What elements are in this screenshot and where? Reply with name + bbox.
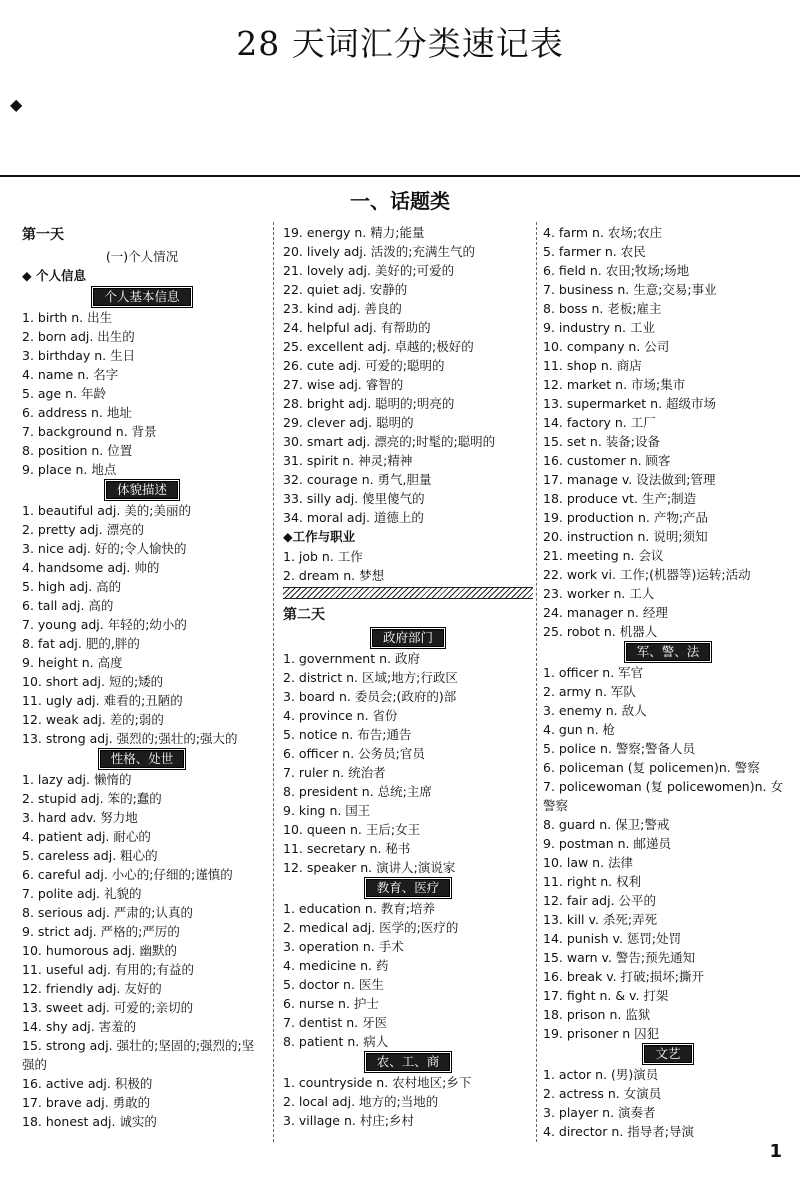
vocab-entry: 3. nice adj. 好的;令人愉快的 (22, 541, 187, 556)
vocab-entry: 7. dentist n. 牙医 (283, 1015, 388, 1030)
category-label: 军、警、法 (626, 643, 711, 661)
vocab-entry: 4. patient adj. 耐心的 (22, 829, 151, 844)
vocab-entry: 4. gun n. 枪 (543, 722, 616, 737)
vocab-entry: 7. business n. 生意;交易;事业 (543, 282, 717, 297)
vocab-entry: 5. police n. 警察;警备人员 (543, 741, 696, 756)
vocab-entry: 4. farm n. 农场;农庄 (543, 225, 663, 240)
vocab-entry: 11. right n. 权利 (543, 874, 642, 889)
vocab-entry: 18. produce vt. 生产;制造 (543, 491, 697, 506)
vocab-entry: 14. factory n. 工厂 (543, 415, 656, 430)
vocab-entry: 31. spirit n. 神灵;精神 (283, 453, 413, 468)
category-label-wrap (283, 877, 533, 899)
vocab-entry: 3. operation n. 手术 (283, 939, 404, 954)
vocab-entry: 16. customer n. 顾客 (543, 453, 671, 468)
vocab-entry: 3. birthday n. 生日 (22, 348, 136, 363)
vocab-entry: 5. age n. 年龄 (22, 386, 107, 401)
vocab-entry: 11. secretary n. 秘书 (283, 841, 411, 856)
vocab-column-1 (22, 223, 262, 1131)
category-label-wrap (283, 627, 533, 649)
vocab-entry: 7. background n. 背景 (22, 424, 157, 439)
category-label-wrap (543, 1043, 793, 1065)
vocab-entry: 3. village n. 村庄;乡村 (283, 1113, 415, 1128)
vocab-entry: 5. doctor n. 医生 (283, 977, 384, 992)
category-label: 性格、处世 (100, 750, 185, 768)
vocab-entry: 12. market n. 市场;集市 (543, 377, 686, 392)
category-label-wrap (22, 479, 262, 501)
vocab-entry: 23. kind adj. 善良的 (283, 301, 402, 316)
category-label: 农、工、商 (366, 1053, 451, 1071)
vocab-entry: 16. active adj. 积极的 (22, 1076, 153, 1091)
vocab-entry: 11. ugly adj. 难看的;丑陋的 (22, 693, 183, 708)
group-heading: ◆工作与职业 (283, 529, 356, 544)
vocab-entry: 17. fight n. & v. 打架 (543, 988, 669, 1003)
vocab-column-2 (283, 223, 533, 1130)
vocab-entry: 2. local adj. 地方的;当地的 (283, 1094, 439, 1109)
category-label-wrap (22, 286, 262, 308)
day-separator (283, 587, 533, 599)
vocab-entry: 13. sweet adj. 可爱的;亲切的 (22, 1000, 194, 1015)
vocab-entry: 16. break v. 打破;损坏;撕开 (543, 969, 705, 984)
section-title: 一、话题类 (350, 189, 450, 213)
vocab-entry: 1. birth n. 出生 (22, 310, 113, 325)
vocab-entry: 4. medicine n. 药 (283, 958, 389, 973)
vocab-entry: 17. brave adj. 勇敢的 (22, 1095, 151, 1110)
vocab-entry: 14. punish v. 惩罚;处罚 (543, 931, 682, 946)
vocab-entry: 9. strict adj. 严格的;严厉的 (22, 924, 180, 939)
category-label-wrap (543, 641, 793, 663)
vocab-entry: 20. instruction n. 说明;须知 (543, 529, 708, 544)
vocab-entry: 22. quiet adj. 安静的 (283, 282, 408, 297)
vocab-entry: 24. helpful adj. 有帮助的 (283, 320, 431, 335)
vocab-entry: 29. clever adj. 聪明的 (283, 415, 414, 430)
column-divider (536, 222, 537, 1142)
vocab-entry: 5. notice n. 布告;通告 (283, 727, 412, 742)
vocab-entry: 15. warn v. 警告;预先通知 (543, 950, 696, 965)
day-heading: 第一天 (22, 227, 64, 243)
vocab-entry: 5. farmer n. 农民 (543, 244, 646, 259)
vocab-entry: 9. king n. 国王 (283, 803, 371, 818)
vocab-entry: 7. ruler n. 统治者 (283, 765, 386, 780)
category-label: 文艺 (644, 1045, 691, 1063)
vocab-entry: 3. enemy n. 敌人 (543, 703, 647, 718)
vocab-entry: 6. policeman (复 policemen)n. 警察 (543, 760, 760, 775)
vocab-entry: 18. honest adj. 诚实的 (22, 1114, 157, 1129)
page-number: 1 (769, 1141, 782, 1162)
vocab-entry: 33. silly adj. 傻里傻气的 (283, 491, 425, 506)
vocab-entry: 6. tall adj. 高的 (22, 598, 114, 613)
vocab-entry: 23. worker n. 工人 (543, 586, 655, 601)
vocab-entry: 34. moral adj. 道德上的 (283, 510, 424, 525)
vocab-entry: 6. field n. 农田;牧场;场地 (543, 263, 690, 278)
vocab-entry: 1. education n. 教育;培养 (283, 901, 435, 916)
vocab-entry: 6. address n. 地址 (22, 405, 132, 420)
vocab-entry: 2. dream n. 梦想 (283, 568, 385, 583)
vocab-entry: 7. young adj. 年轻的;幼小的 (22, 617, 187, 632)
vocab-entry: 8. patient n. 病人 (283, 1034, 389, 1049)
vocab-entry: 10. short adj. 短的;矮的 (22, 674, 164, 689)
vocab-entry: 19. energy n. 精力;能量 (283, 225, 425, 240)
day-heading: 第二天 (283, 607, 325, 623)
vocab-entry: 12. weak adj. 差的;弱的 (22, 712, 164, 727)
category-label: 个人基本信息 (93, 288, 190, 306)
category-label: 政府部门 (372, 629, 444, 647)
vocab-entry: 13. strong adj. 强烈的;强壮的;强大的 (22, 731, 238, 746)
vocab-entry: 11. useful adj. 有用的;有益的 (22, 962, 194, 977)
vocab-entry: 11. shop n. 商店 (543, 358, 642, 373)
group-heading: ◆ 个人信息 (22, 268, 86, 283)
diamond-icon: ◆ (10, 95, 23, 114)
vocab-entry: 12. speaker n. 演讲人;演说家 (283, 860, 456, 875)
vocab-entry: 1. government n. 政府 (283, 651, 420, 666)
vocab-entry: 2. district n. 区域;地方;行政区 (283, 670, 458, 685)
vocab-column-3 (543, 223, 793, 1141)
vocab-entry: 9. height n. 高度 (22, 655, 123, 670)
vocab-entry: 8. fat adj. 肥的,胖的 (22, 636, 140, 651)
vocab-entry: 5. careless adj. 粗心的 (22, 848, 158, 863)
vocab-entry: 12. fair adj. 公平的 (543, 893, 657, 908)
vocab-entry: 24. manager n. 经理 (543, 605, 668, 620)
vocab-entry: 8. position n. 位置 (22, 443, 133, 458)
vocab-entry: 2. medical adj. 医学的;医疗的 (283, 920, 459, 935)
category-label-wrap (22, 748, 262, 770)
vocab-entry: 8. president n. 总统;主席 (283, 784, 432, 799)
vocab-entry: 10. company n. 公司 (543, 339, 670, 354)
vocab-entry: 17. manage v. 设法做到;管理 (543, 472, 716, 487)
vocab-entry: 7. policewoman (复 policewomen)n. 女警察 (543, 779, 783, 813)
page-title: 28 天词汇分类速记表 (236, 24, 564, 63)
vocab-entry: 8. boss n. 老板;雇主 (543, 301, 662, 316)
vocab-entry: 10. humorous adj. 幽默的 (22, 943, 177, 958)
vocab-entry: 10. law n. 法律 (543, 855, 634, 870)
vocab-entry: 25. excellent adj. 卓越的;极好的 (283, 339, 474, 354)
vocab-entry: 3. board n. 委员会;(政府的)部 (283, 689, 457, 704)
vocab-entry: 9. industry n. 工业 (543, 320, 655, 335)
vocab-entry: 22. work vi. 工作;(机器等)运转;活动 (543, 567, 751, 582)
vocab-entry: 4. director n. 指导者;导演 (543, 1124, 694, 1139)
vocab-entry: 6. careful adj. 小心的;仔细的;谨慎的 (22, 867, 233, 882)
vocab-entry: 8. guard n. 保卫;警戒 (543, 817, 670, 832)
vocab-entry: 19. production n. 产物;产品 (543, 510, 709, 525)
vocab-entry: 6. nurse n. 护士 (283, 996, 379, 1011)
category-label-wrap (283, 1051, 533, 1073)
vocab-entry: 30. smart adj. 漂亮的;时髦的;聪明的 (283, 434, 496, 449)
vocab-entry: 14. shy adj. 害羞的 (22, 1019, 137, 1034)
vocab-entry: 3. hard adv. 努力地 (22, 810, 138, 825)
vocab-entry: 6. officer n. 公务员;官员 (283, 746, 425, 761)
vocab-entry: 1. beautiful adj. 美的;美丽的 (22, 503, 191, 518)
vocab-entry: 21. meeting n. 会议 (543, 548, 664, 563)
vocab-entry: 1. job n. 工作 (283, 549, 363, 564)
vocab-entry: 5. high adj. 高的 (22, 579, 122, 594)
vocab-entry: 4. handsome adj. 帅的 (22, 560, 160, 575)
vocab-entry: 26. cute adj. 可爱的;聪明的 (283, 358, 445, 373)
vocab-entry: 9. place n. 地点 (22, 462, 117, 477)
vocab-entry: 4. province n. 省份 (283, 708, 398, 723)
vocab-entry: 2. army n. 军队 (543, 684, 636, 699)
subsection-heading: (一)个人情况 (105, 249, 179, 264)
header-rule (0, 175, 800, 177)
vocab-entry: 28. bright adj. 聪明的;明亮的 (283, 396, 455, 411)
vocab-entry: 1. actor n. (男)演员 (543, 1067, 659, 1082)
vocab-entry: 1. countryside n. 农村地区;乡下 (283, 1075, 472, 1090)
column-divider (273, 222, 274, 1142)
vocab-entry: 2. actress n. 女演员 (543, 1086, 662, 1101)
vocab-entry: 20. lively adj. 活泼的;充满生气的 (283, 244, 475, 259)
vocab-entry: 12. friendly adj. 友好的 (22, 981, 162, 996)
vocab-entry: 18. prison n. 监狱 (543, 1007, 651, 1022)
vocab-entry: 19. prisoner n 囚犯 (543, 1026, 660, 1041)
vocab-entry: 2. born adj. 出生的 (22, 329, 135, 344)
vocab-entry: 4. name n. 名字 (22, 367, 119, 382)
vocab-entry: 13. kill v. 杀死;弄死 (543, 912, 658, 927)
vocab-entry: 21. lovely adj. 美好的;可爱的 (283, 263, 455, 278)
vocab-entry: 1. lazy adj. 懒惰的 (22, 772, 132, 787)
vocab-entry: 9. postman n. 邮递员 (543, 836, 671, 851)
vocab-entry: 2. pretty adj. 漂亮的 (22, 522, 145, 537)
vocab-entry: 8. serious adj. 严肃的;认真的 (22, 905, 193, 920)
category-label: 教育、医疗 (366, 879, 451, 897)
vocab-entry: 25. robot n. 机器人 (543, 624, 658, 639)
vocab-entry: 3. player n. 演奏者 (543, 1105, 656, 1120)
vocab-entry: 15. strong adj. 强壮的;坚固的;强烈的;坚强的 (22, 1038, 255, 1072)
vocab-entry: 2. stupid adj. 笨的;蠢的 (22, 791, 162, 806)
vocab-entry: 1. officer n. 军官 (543, 665, 644, 680)
category-label: 体貌描述 (106, 481, 178, 499)
vocab-entry: 13. supermarket n. 超级市场 (543, 396, 717, 411)
vocab-entry: 10. queen n. 王后;女王 (283, 822, 421, 837)
vocab-entry: 15. set n. 装备;设备 (543, 434, 661, 449)
vocab-entry: 27. wise adj. 睿智的 (283, 377, 404, 392)
vocab-entry: 7. polite adj. 礼貌的 (22, 886, 142, 901)
vocab-entry: 32. courage n. 勇气,胆量 (283, 472, 432, 487)
